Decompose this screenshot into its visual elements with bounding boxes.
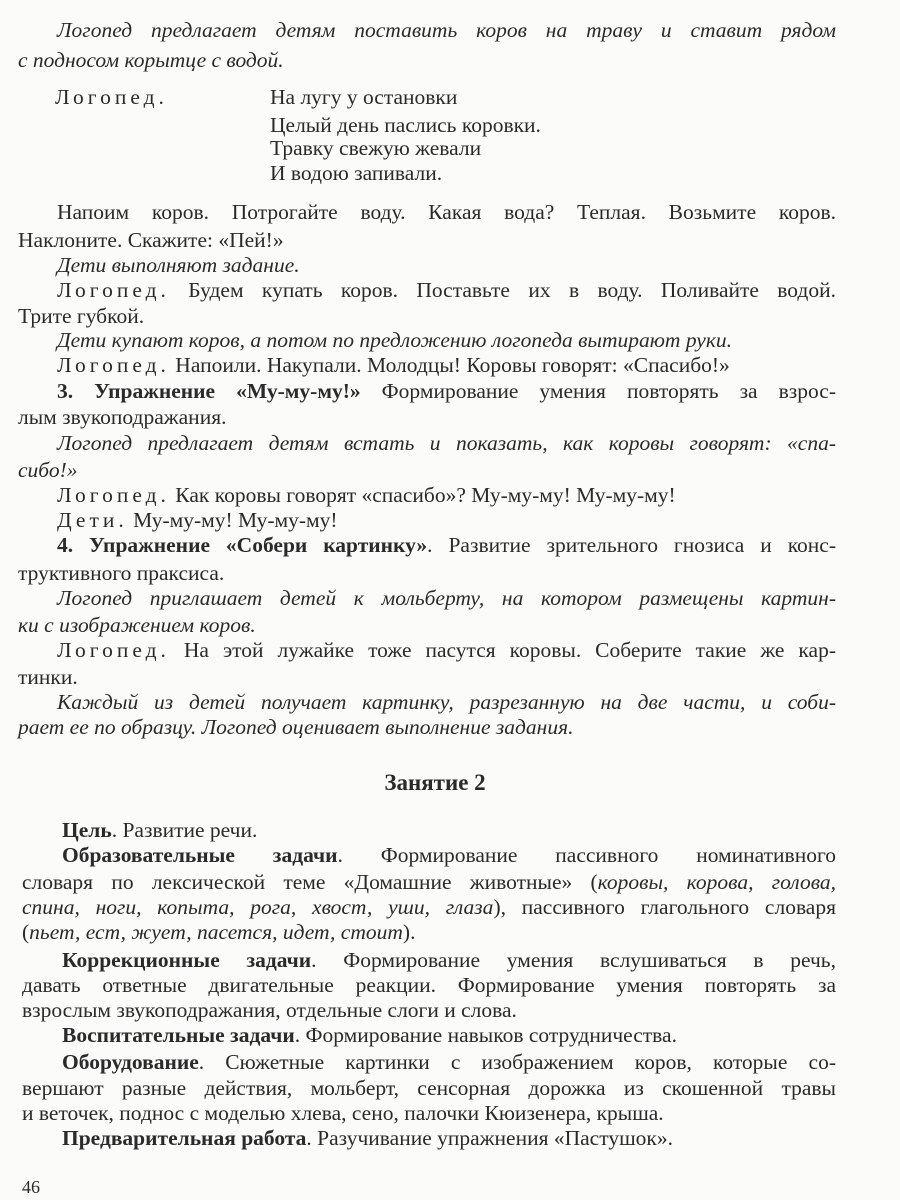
- text: давать ответные двигательные реакции. Формирование умения повторять за: [22, 973, 836, 997]
- text-line: [22, 869, 836, 895]
- text: ), пассивного глагольного словаря: [493, 895, 836, 919]
- text: Трите губкой.: [18, 304, 145, 328]
- text: лым звукоподражания.: [18, 405, 227, 429]
- italic-text: Логопед предлагает детям встать и показать, как коровы говорят: «спа-: [57, 431, 836, 455]
- text-line: [18, 227, 284, 253]
- text-line: [55, 84, 168, 110]
- text-line: [57, 17, 836, 43]
- text: . Сюжетные картинки с изображением коров, которые со-: [198, 1050, 836, 1074]
- speaker-label: Логопед.: [55, 85, 168, 109]
- speaker-label: Логопед.: [57, 278, 170, 302]
- text-line: [57, 378, 836, 404]
- text-line: [57, 532, 836, 558]
- text-line: [57, 637, 836, 663]
- text-line: [62, 817, 257, 843]
- text-line: [62, 1049, 836, 1075]
- text: труктивного праксиса.: [18, 561, 225, 585]
- text-line: [22, 997, 517, 1023]
- bold-text: 4. Упражнение «Собери картинку»: [57, 533, 428, 557]
- text-line: [57, 352, 730, 378]
- text-line: [270, 135, 481, 161]
- page-number: 46: [22, 1177, 40, 1197]
- text-line: [62, 1022, 677, 1048]
- text-line: [22, 894, 836, 920]
- text-line: [57, 327, 732, 353]
- italic-text: с подносом корытце с водой.: [18, 48, 284, 72]
- italic-text: Логопед приглашает детей к мольберту, на котором размещены картин-: [57, 586, 836, 610]
- text: Как коровы говорят «спасибо»? Му-му-му! Му-му-му!: [169, 483, 676, 507]
- bold-text: Цель: [62, 818, 112, 842]
- text-line: [57, 199, 836, 225]
- text-line: [18, 714, 573, 740]
- text: Напоили. Накупали. Молодцы! Коровы говорят: «Спасибо!»: [169, 353, 730, 377]
- bold-text: Оборудование: [62, 1050, 199, 1074]
- text-line: [18, 457, 77, 483]
- italic-text: ки с изображением коров.: [18, 613, 256, 637]
- text: вершают разные действия, мольберт, сенсорная дорожка из скошенной травы: [22, 1076, 836, 1100]
- text: ).: [402, 920, 416, 944]
- text: . Разучивание упражнения «Пастушок».: [306, 1126, 673, 1150]
- text-line: [57, 507, 338, 533]
- text: И водою запивали.: [270, 161, 443, 185]
- text: Будем купать коров. Поставьте их в воду. Поливайте водой.: [169, 278, 836, 302]
- bold-text: Предварительная работа: [62, 1126, 307, 1150]
- text-line: [22, 1100, 664, 1126]
- text: Му-му-му! Му-му-му!: [127, 508, 338, 532]
- italic-text: рает ее по образцу. Логопед оценивает выполнение задания.: [18, 715, 574, 739]
- text-line: [57, 689, 836, 715]
- text: Напоим коров. Потрогайте воду. Какая вода? Теплая. Возьмите коров.: [57, 200, 836, 224]
- text-line: [57, 252, 300, 278]
- text-line: [18, 560, 224, 586]
- text: . Формирование умения вслушиваться в речь,: [311, 948, 836, 972]
- italic-text: спина, ноги, копыта, рога, хвост, уши, глаза: [22, 895, 494, 919]
- text: Наклоните. Скажите: «Пей!»: [18, 228, 284, 252]
- text-line: [22, 1075, 836, 1101]
- text-line: [18, 47, 284, 73]
- text-line: [62, 947, 836, 973]
- italic-text: коровы, корова, голова,: [597, 870, 837, 894]
- bold-text: Воспитательные задачи: [62, 1023, 295, 1047]
- text: Целый день паслись коровки.: [270, 113, 541, 137]
- italic-text: пьет, ест, жует, пасется, идет, стоит: [29, 920, 403, 944]
- text: На этой лужайке тоже пасутся коровы. Соберите такие же кар-: [169, 638, 836, 662]
- text-line: [57, 277, 836, 303]
- text: . Формирование навыков сотрудничества.: [294, 1023, 677, 1047]
- italic-text: сибо!»: [18, 458, 78, 482]
- text: тинки.: [18, 665, 78, 689]
- text-line: [62, 1125, 673, 1151]
- speaker-label: Логопед.: [57, 638, 170, 662]
- speaker-label: Логопед.: [57, 483, 170, 507]
- text-line: [18, 664, 78, 690]
- text: На лугу у остановки: [270, 85, 458, 109]
- speaker-label: Дети.: [57, 508, 128, 532]
- text-line: [18, 404, 226, 430]
- text: Формирование умения повторять за взрос-: [360, 379, 837, 403]
- text-line: [22, 919, 415, 945]
- text: . Развитие речи.: [111, 818, 258, 842]
- bold-text: Коррекционные задачи: [62, 948, 312, 972]
- text-line: [18, 303, 144, 329]
- text-line: [270, 84, 457, 110]
- text-line: [57, 482, 676, 508]
- text-line: [57, 585, 836, 611]
- text: . Формирование пассивного номинативного: [337, 843, 836, 867]
- italic-text: Дети купают коров, а потом по предложению логопеда вытирают руки.: [57, 328, 733, 352]
- text-line: [18, 612, 256, 638]
- italic-text: Логопед предлагает детям поставить коров на траву и ставит рядом: [57, 18, 836, 42]
- text: словаря по лексической теме «Домашние животные» (: [22, 870, 598, 894]
- bold-text: Образовательные задачи: [62, 843, 338, 867]
- text-line: [57, 430, 836, 456]
- text-line: [62, 842, 836, 868]
- italic-text: Каждый из детей получает картинку, разрезанную на две части, и соби-: [57, 690, 836, 714]
- section-heading: Занятие 2: [384, 770, 486, 795]
- text-line: [22, 972, 836, 998]
- text: . Развитие зрительного гнозиса и конс-: [427, 533, 836, 557]
- text-line: [270, 160, 442, 186]
- italic-text: Дети выполняют задание.: [57, 253, 300, 277]
- speaker-label: Логопед.: [57, 353, 170, 377]
- text: и веточек, поднос с моделью хлева, сено, палочки Кюизенера, крыша.: [22, 1101, 664, 1125]
- section-title: [0, 770, 870, 796]
- bold-text: 3. Упражнение «Му-му-му!»: [57, 379, 361, 403]
- text: взрослым звукоподражания, отдельные слоги и слова.: [22, 998, 517, 1022]
- text: (: [22, 920, 30, 944]
- text: Травку свежую жевали: [270, 136, 482, 160]
